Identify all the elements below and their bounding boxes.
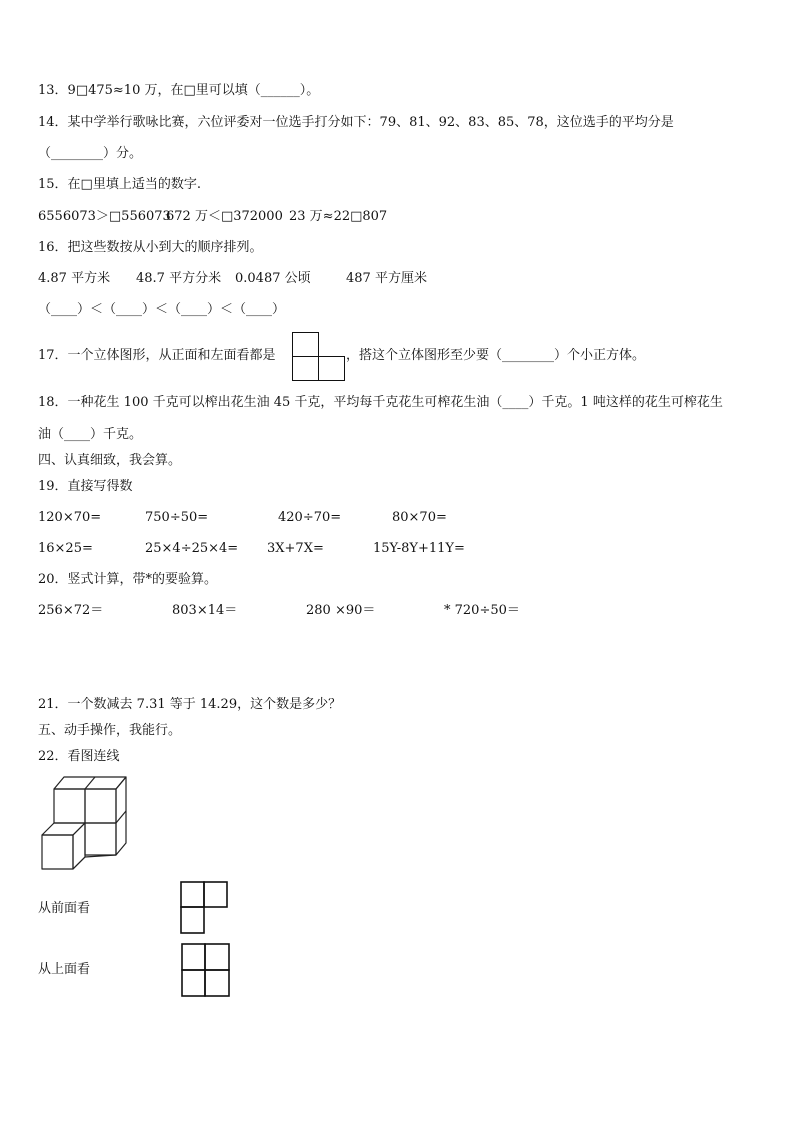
q19-r1-c3: 420÷70=	[278, 510, 342, 525]
label-top-view: 从上面看	[38, 962, 91, 977]
question-19: 19．直接写得数	[38, 479, 133, 494]
q17-view-figure	[292, 332, 346, 382]
question-14-line2: （________）分。	[38, 146, 143, 161]
q15-item-1: 6556073＞□556073	[38, 209, 171, 224]
q19-r1-c1: 120×70=	[38, 510, 102, 525]
question-21: 21．一个数减去 7.31 等于 14.29，这个数是多少？	[38, 697, 342, 712]
q20-item-4: * 720÷50＝	[444, 603, 520, 618]
q20-item-3: 280 ×90＝	[306, 603, 376, 618]
question-13: 13．9□475≈10 万，在□里可以填（______）。	[38, 83, 320, 98]
q19-r2-c3: 3X+7X=	[267, 541, 324, 556]
section-5-heading: 五、动手操作，我能行。	[38, 723, 182, 738]
q19-r2-c2: 25×4÷25×4=	[145, 541, 239, 556]
question-16: 16．把这些数按从小到大的顺序排列。	[38, 240, 263, 255]
question-14-line1: 14．某中学举行歌咏比赛，六位评委对一位选手打分如下：79、81、92、83、85、78，这位选手的平均分是	[38, 115, 674, 130]
q19-r1-c2: 750÷50=	[145, 510, 209, 525]
question-17-pre: 17．一个立体图形，从正面和左面看都是	[38, 348, 276, 363]
q20-item-2: 803×14＝	[172, 603, 238, 618]
q20-item-1: 256×72＝	[38, 603, 104, 618]
question-18-line1: 18．一种花生 100 千克可以榨出花生油 45 千克，平均每千克花生可榨花生油（____）千克。1 吨这样的花生可榨花生	[38, 395, 723, 410]
question-20: 20．竖式计算，带*的要验算。	[38, 572, 218, 587]
question-18-line2: 油（____）千克。	[38, 427, 143, 442]
question-17-post: ，搭这个立体图形至少要（________）个小正方体。	[346, 348, 646, 363]
question-22: 22．看图连线	[38, 749, 120, 764]
q19-r1-c4: 80×70=	[392, 510, 447, 525]
q16-item-1: 4.87 平方米	[38, 271, 111, 286]
q15-item-3: 23 万≈22□807	[289, 209, 388, 224]
cube-stack-figure	[38, 776, 132, 872]
front-view-grid	[180, 881, 230, 937]
q16-item-2: 48.7 平方分米	[136, 271, 222, 286]
q16-item-4: 487 平方厘米	[346, 271, 427, 286]
q16-blanks: （____）＜（____）＜（____）＜（____）	[38, 302, 286, 317]
q19-r2-c4: 15Y-8Y+11Y=	[373, 541, 465, 556]
top-view-grid	[181, 943, 231, 999]
question-15: 15．在□里填上适当的数字.	[38, 177, 201, 192]
section-4-heading: 四、认真细致，我会算。	[38, 453, 182, 468]
q15-item-2: 672 万＜□372000	[166, 209, 283, 224]
q19-r2-c1: 16×25=	[38, 541, 93, 556]
label-front-view: 从前面看	[38, 901, 91, 916]
q16-item-3: 0.0487 公顷	[235, 271, 311, 286]
